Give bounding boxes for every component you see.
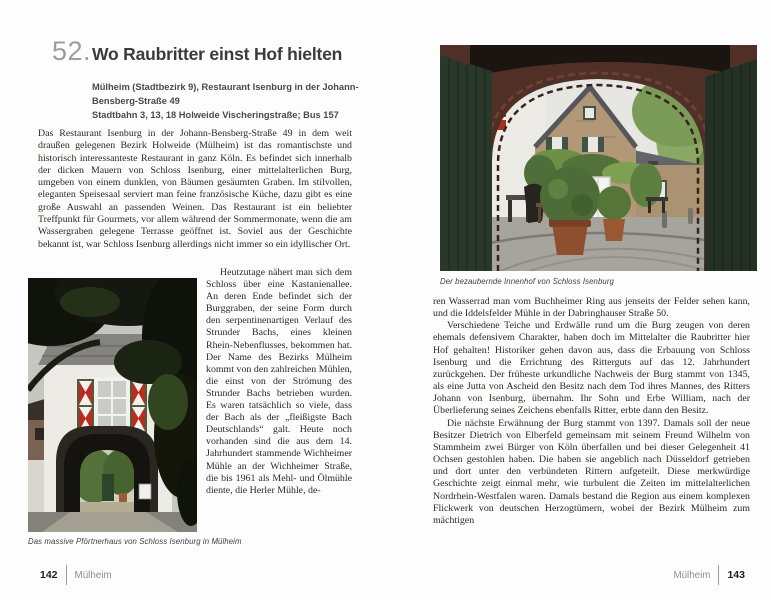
body-paragraph: Die nächste Erwähnung der Burg stammt von 1397. Damals soll der neue Besitzer Dietrich von Elberfeld gemeinsam mit seinem Freund Wilhelm von Stammheim zwei Bürger von Köln überfallen und bei dieser Gelegenheit 41 Ochsen gestohlen haben. Die haben sie angeblich nach Düsseldorf getrieben und dort unter den verbündeten Rittern aufgeteilt. Diese merkwürdige Geschichte zeigt einmal mehr, wie turbulent die Zeiten im mittelalterlichen Nordrhein-Westfalen waren. Damals bestand die Region aus einem komplexen Flickwerk von deutschen Herzogtümern, wobei der Bezirk Mülheim zum mächtigen bbox=[433, 417, 750, 526]
courtyard-photo-caption: Der bezaubernde Innenhof von Schloss Isenburg bbox=[440, 277, 614, 286]
transit-line: Stadtbahn 3, 13, 18 Holweide Vischeringstraße; Bus 157 bbox=[92, 110, 339, 120]
intro-paragraph: Das Restaurant Isenburg in der Johann-Bensberg-Straße 49 in dem weit draußen gelegenen Bezirk Holweide (Mülheim) ist das romantischste und historisch interessanteste Restaurant in ganz Köln. Es befindet sich innerhalb der dicken Mauern von Schloss Isenburg, einer mittelalterlichen Burg, umgeben von einem dunklen, von Bäumen gesäumten Graben. Im stilvollen, eleganten Speisesaal serviert man feine französische Küche, dazu gibt es eine große Auswahl an passenden Weinen. Das Restaurant ist ein beliebter Treffpunkt für Gourmets, vor allem während der Sommermonate, wenn die am Wassergraben gelegene Terrasse geöffnet ist. Soviel aus der Geschichte bekannt ist, war Schloss Isenburg allerdings nicht immer so ein idyllischer Ort. bbox=[38, 128, 352, 250]
gatehouse-photo-illustration bbox=[28, 278, 197, 532]
chapter-info-block bbox=[92, 80, 370, 122]
gatehouse-photo bbox=[28, 278, 197, 532]
address-line: Mülheim (Stadtbezirk 9), Restaurant Isenburg in der Johann-Bensberg-Straße 49 bbox=[92, 82, 359, 106]
footer-divider bbox=[718, 565, 719, 585]
page-number: 143 bbox=[727, 569, 745, 581]
chapter-number: 52. bbox=[52, 36, 92, 66]
body-paragraph: Verschiedene Teiche und Erdwälle rund um die Burg zeugen von deren ehemals defensivem Charakter, haben doch im Mittelalter die Raubritter hier Hof gehalten! Historiker gehen davon aus, dass die Erbauung von Schloss Isenburg und die Errichtung des Ritterguts auf das 12. Jahrhundert zurückgehen. Der früheste urkundliche Nachweis der Burg stammt von 1345, als eine Jutta von Ascheid den Besitz nach dem Tod ihres Mannes, des Ritters Johann von Isenburg, übernahm. Ihr Sohn und Erbe William, nach der Überlieferung seines Zeichens ebenfalls Ritter, erbte dann den Besitz. bbox=[433, 320, 750, 417]
body-paragraph: ren Wasserrad man vom Buchheimer Ring aus jenseits der Felder sehen kann, und die Iddelsfelder Mühle in der Dabringhauser Straße 50. bbox=[433, 296, 750, 320]
right-page-body bbox=[433, 296, 750, 527]
footer-left bbox=[40, 564, 112, 586]
section-label: Mülheim bbox=[74, 569, 112, 581]
page-number: 142 bbox=[40, 569, 58, 581]
chapter-title: Wo Raubritter einst Hof hielten bbox=[92, 44, 343, 64]
courtyard-photo-illustration bbox=[440, 45, 757, 271]
footer-right bbox=[673, 564, 745, 586]
footer-divider bbox=[66, 565, 67, 585]
gatehouse-photo-caption: Das massive Pförtnerhaus von Schloss Isenburg in Mülheim bbox=[28, 537, 242, 546]
courtyard-photo bbox=[440, 45, 757, 271]
column-paragraph: Heutzutage nähert man sich dem Schloss über eine Kastanienallee. An deren Ende befindet sich der Burggraben, der seine Form durch den serpentinenartigen Verlauf des Strunder Bachs, eines kleinen Rhein-Nebenflusses, bekommen hat. Der Name des Bezirks Mülheim kommt von den zahlreichen Mühlen, die einst von der Strömung des Strunder Bachs betrieben wurden. Es waren tatsächlich so viele, dass der Bach als der „fleißigste Bach Deutschlands“ galt. Heute noch vorhanden sind die aus dem 14. Jahrhundert stammende Wichheimer Mühle an der Wichheimer Straße, die bis 1961 als Mehl- und Ölmühle diente, die Herler Mühle, de- bbox=[206, 267, 352, 496]
section-label: Mülheim bbox=[673, 569, 711, 581]
